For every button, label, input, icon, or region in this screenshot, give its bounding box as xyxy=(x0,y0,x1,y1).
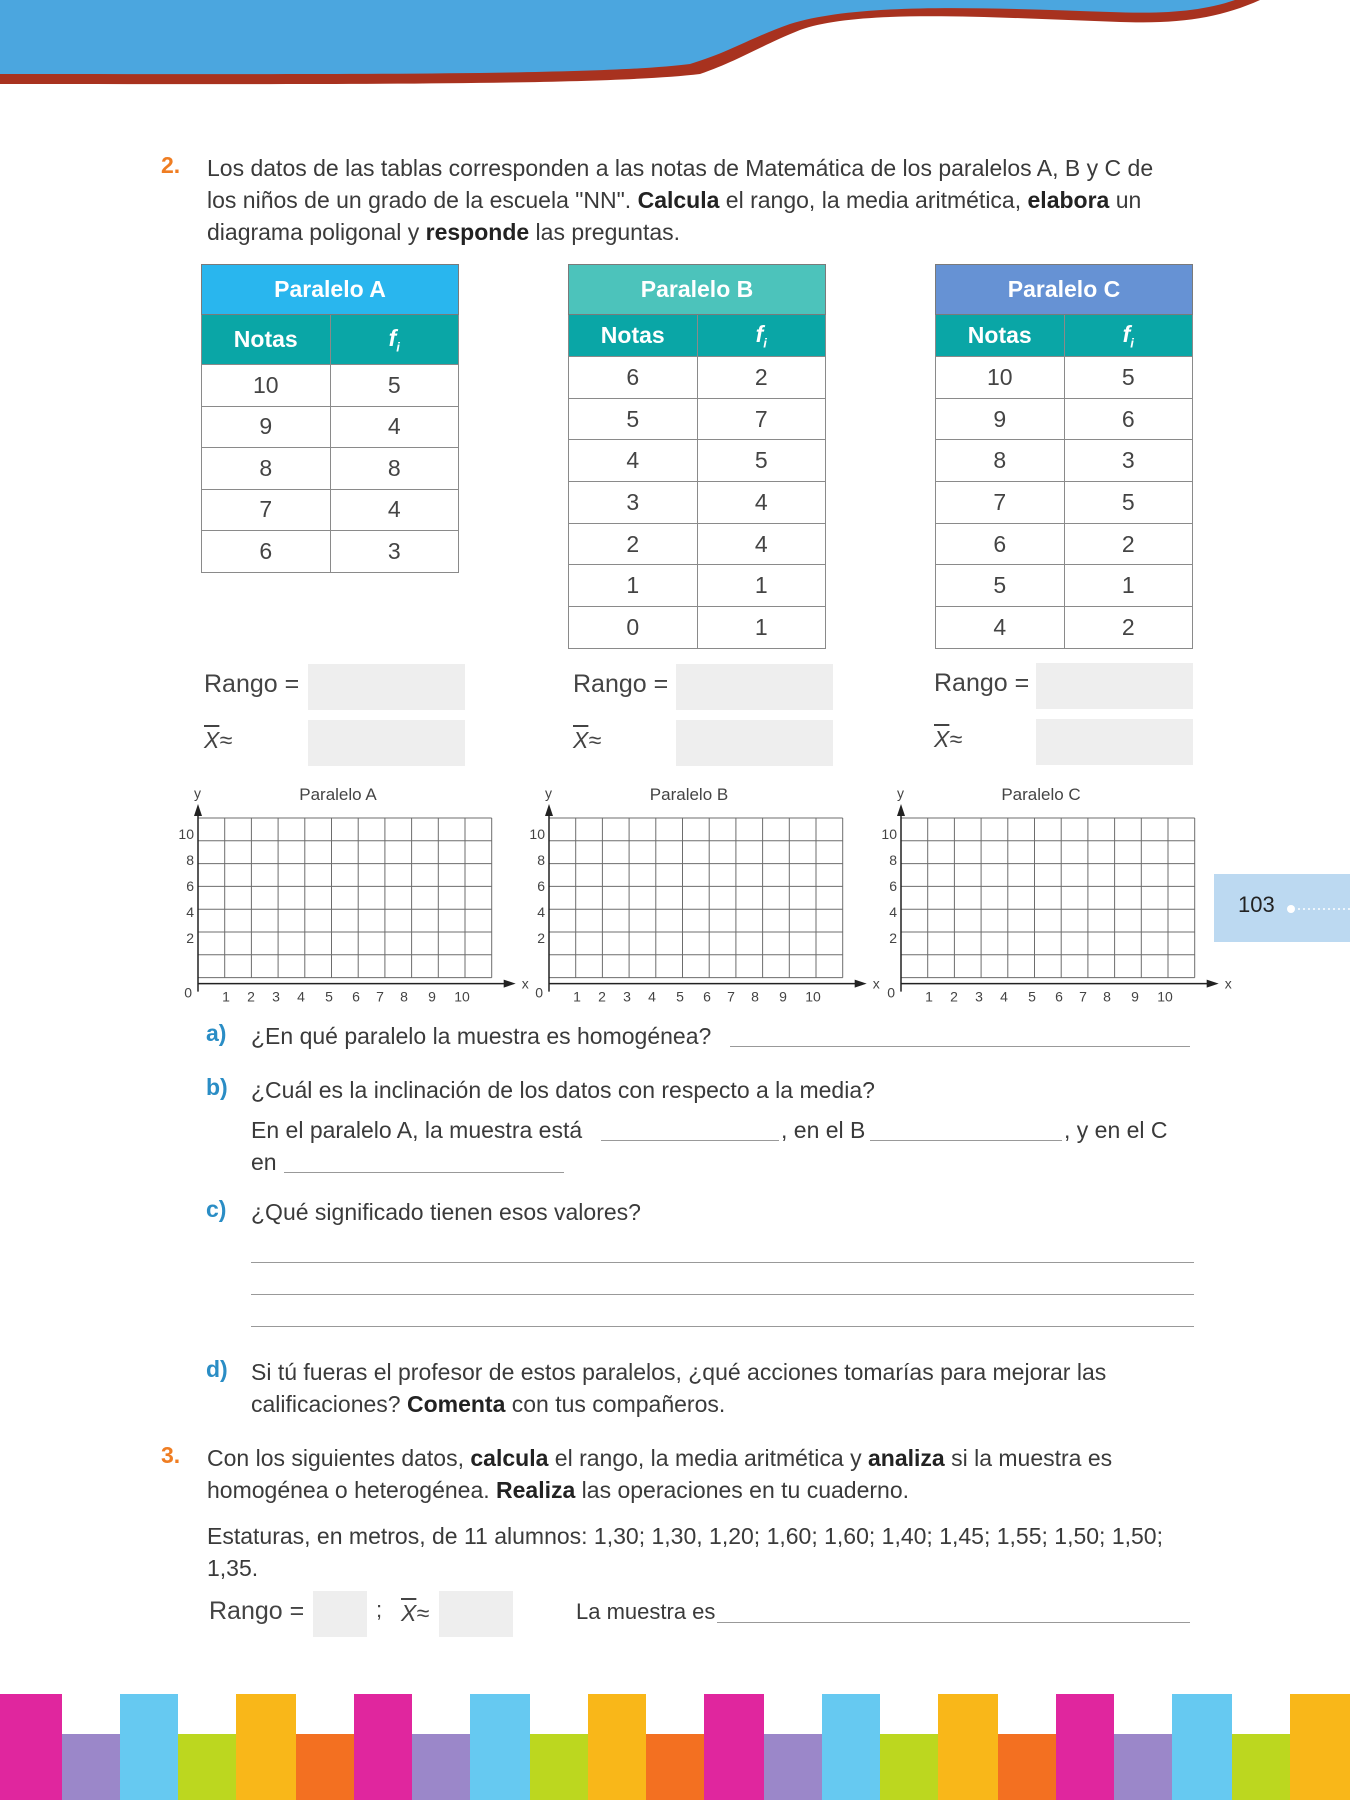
x-axis-label: x xyxy=(872,975,880,992)
table-row xyxy=(569,398,826,440)
x-tick-label: 4 xyxy=(1000,988,1008,1005)
separator: ; xyxy=(376,1597,383,1622)
table-title: Paralelo A xyxy=(202,265,459,315)
x-arrow-icon xyxy=(1207,980,1219,988)
question-b-letter: b) xyxy=(206,1074,228,1100)
x-tick-label: 5 xyxy=(676,988,684,1005)
frequency-cell: 2 xyxy=(697,357,826,399)
exercise-3-data: Estaturas, en metros, de 11 alumnos: 1,30; 1,30, 1,20; 1,60; 1,60; 1,40; 1,45; 1,55; 1,50; 1,50; 1,35. xyxy=(207,1523,1163,1581)
y-tick-label: 8 xyxy=(537,852,545,868)
x-tick-label: 7 xyxy=(727,988,735,1005)
frequency-cell: 5 xyxy=(1064,482,1193,524)
x-tick-label: 10 xyxy=(1157,988,1173,1005)
x-axis-label: x xyxy=(521,975,529,992)
table-row xyxy=(936,357,1193,399)
table-title: Paralelo C xyxy=(936,265,1193,315)
answer-line-c-1[interactable] xyxy=(251,1262,1194,1263)
x-tick-label: 8 xyxy=(400,988,408,1005)
frequency-cell: 4 xyxy=(330,406,459,448)
nota-cell: 9 xyxy=(202,406,331,448)
dotted-line-icon xyxy=(1286,904,1350,914)
x-tick-label: 9 xyxy=(428,988,436,1005)
nota-cell: 10 xyxy=(936,357,1065,399)
y-tick-label: 6 xyxy=(889,878,897,894)
exercise-3-text: Con los siguientes datos, calcula el rango, la media aritmética y analiza si la muestra es homogénea o heterogénea. Realiza las operaciones en tu cuaderno. xyxy=(207,1445,1113,1503)
x-tick-label: 1 xyxy=(925,988,933,1005)
exercise-2-number: 2. xyxy=(161,152,181,178)
x-tick-label: 2 xyxy=(247,988,255,1005)
x-tick-label: 5 xyxy=(1028,988,1036,1005)
y-tick-label: 8 xyxy=(186,852,194,868)
nota-cell: 8 xyxy=(936,440,1065,482)
answer-line-b-a[interactable] xyxy=(601,1140,779,1141)
answer-line-b-b[interactable] xyxy=(870,1140,1062,1141)
question-a-text: ¿En qué paralelo la muestra es homogénea? xyxy=(251,1023,712,1049)
table-row xyxy=(936,398,1193,440)
frequency-cell: 3 xyxy=(330,531,459,573)
table-row xyxy=(569,607,826,649)
frequency-cell: 5 xyxy=(1064,357,1193,399)
x-tick-label: 7 xyxy=(1079,988,1087,1005)
y-tick-label: 4 xyxy=(889,904,897,920)
mean-label-c: $\overline{X}\approx$ xyxy=(934,726,962,752)
x-tick-label: 2 xyxy=(598,988,606,1005)
frequency-cell: 2 xyxy=(1064,607,1193,649)
y-tick-label: 10 xyxy=(529,826,545,842)
nota-cell: 2 xyxy=(569,523,698,565)
table-row xyxy=(936,482,1193,524)
frequency-cell: 8 xyxy=(330,448,459,490)
question-a-letter: a) xyxy=(206,1020,227,1046)
table-row xyxy=(202,365,459,407)
y-tick-label: 6 xyxy=(186,878,194,894)
footer-stripes xyxy=(0,1694,1350,1800)
mean-box-3[interactable] xyxy=(439,1591,513,1637)
mean-box-c[interactable] xyxy=(1036,719,1193,765)
y-tick-label: 2 xyxy=(186,930,194,946)
nota-cell: 5 xyxy=(569,398,698,440)
nota-cell: 5 xyxy=(936,565,1065,607)
table-row xyxy=(936,565,1193,607)
answer-line-c-3[interactable] xyxy=(251,1326,1194,1327)
nota-cell: 6 xyxy=(202,531,331,573)
exercise-2-text: Los datos de las tablas corresponden a las notas de Matemática de los paralelos A, B y C de los niños de un grado de la escuela "NN". Calcula el rango, la media aritmética, elabora un diagrama poligonal y responde las preguntas. xyxy=(207,155,1154,245)
frequency-cell: 4 xyxy=(697,482,826,524)
rango-label-3: Rango = xyxy=(209,1597,305,1625)
y-tick-label: 10 xyxy=(178,826,194,842)
x-tick-label: 10 xyxy=(454,988,470,1005)
y-tick-label: 2 xyxy=(537,930,545,946)
question-d-letter: d) xyxy=(206,1356,228,1382)
question-b-line2b: , en el B xyxy=(781,1117,866,1143)
rango-box-c[interactable] xyxy=(1036,663,1193,709)
mean-box-a[interactable] xyxy=(308,720,465,766)
frequency-cell: 6 xyxy=(1064,398,1193,440)
x-tick-label: 4 xyxy=(297,988,305,1005)
y-arrow-icon xyxy=(897,804,905,816)
x-tick-label: 7 xyxy=(376,988,384,1005)
table-row xyxy=(202,531,459,573)
y-tick-label: 2 xyxy=(889,930,897,946)
page-number-tab xyxy=(1214,874,1350,942)
graph-title: Paralelo A xyxy=(299,785,377,804)
nota-cell: 9 xyxy=(936,398,1065,440)
frequency-cell: 7 xyxy=(697,398,826,440)
page-number: 103 xyxy=(1238,892,1275,917)
frequency-cell: 1 xyxy=(697,565,826,607)
question-d-text: Si tú fueras el profesor de estos paralelos, ¿qué acciones tomarías para mejorar las calificaciones? Comenta con tus compañeros. xyxy=(251,1359,1107,1417)
x-tick-label: 1 xyxy=(222,988,230,1005)
nota-cell: 7 xyxy=(936,482,1065,524)
x-tick-label: 3 xyxy=(272,988,280,1005)
nota-cell: 7 xyxy=(202,489,331,531)
nota-cell: 1 xyxy=(569,565,698,607)
frequency-cell: 3 xyxy=(1064,440,1193,482)
x-tick-label: 9 xyxy=(779,988,787,1005)
nota-cell: 4 xyxy=(569,440,698,482)
nota-cell: 6 xyxy=(936,523,1065,565)
col-fi-header: $f_i$ xyxy=(330,315,459,365)
mean-label-3: $\overline{X}\approx$ xyxy=(401,1600,429,1626)
y-tick-label: 4 xyxy=(537,904,545,920)
origin-label: 0 xyxy=(184,984,192,1001)
x-tick-label: 6 xyxy=(1055,988,1063,1005)
x-tick-label: 3 xyxy=(623,988,631,1005)
table-row xyxy=(569,565,826,607)
rango-box-3[interactable] xyxy=(313,1591,367,1637)
frequency-cell: 4 xyxy=(330,489,459,531)
x-tick-label: 9 xyxy=(1131,988,1139,1005)
y-tick-label: 10 xyxy=(881,826,897,842)
question-b-line3: en xyxy=(251,1149,277,1175)
question-b-line2a: En el paralelo A, la muestra está xyxy=(251,1117,583,1143)
mean-box-b[interactable] xyxy=(676,720,833,766)
answer-line-3[interactable] xyxy=(717,1622,1190,1623)
nota-cell: 0 xyxy=(569,607,698,649)
table-row xyxy=(936,523,1193,565)
x-tick-label: 2 xyxy=(950,988,958,1005)
question-b-line2c: , y en el C xyxy=(1064,1117,1168,1143)
y-tick-label: 6 xyxy=(537,878,545,894)
x-tick-label: 6 xyxy=(352,988,360,1005)
nota-cell: 3 xyxy=(569,482,698,524)
y-tick-label: 8 xyxy=(889,852,897,868)
table-row xyxy=(569,523,826,565)
table-row xyxy=(936,607,1193,649)
graph-title: Paralelo C xyxy=(1001,785,1081,804)
col-fi-header: $f_i$ xyxy=(697,315,826,357)
x-tick-label: 8 xyxy=(1103,988,1111,1005)
y-arrow-icon xyxy=(194,804,202,816)
frequency-cell: 5 xyxy=(697,440,826,482)
x-tick-label: 6 xyxy=(703,988,711,1005)
x-arrow-icon xyxy=(855,980,867,988)
y-axis-label: y xyxy=(545,785,552,801)
table-paralelo-b xyxy=(568,264,826,649)
rango-box-a[interactable] xyxy=(308,664,465,710)
table-row xyxy=(569,482,826,524)
x-tick-label: 10 xyxy=(805,988,821,1005)
answer-line-c-2[interactable] xyxy=(251,1294,1194,1295)
y-arrow-icon xyxy=(545,804,553,816)
nota-cell: 6 xyxy=(569,357,698,399)
empty-graph-grids xyxy=(0,770,1230,1010)
graph-title: Paralelo B xyxy=(649,785,729,804)
frequency-cell: 5 xyxy=(330,365,459,407)
table-title: Paralelo B xyxy=(569,265,826,315)
table-row xyxy=(202,448,459,490)
y-tick-label: 4 xyxy=(186,904,194,920)
frequency-cell: 1 xyxy=(697,607,826,649)
x-axis-label: x xyxy=(1224,975,1232,992)
frequency-cell: 1 xyxy=(1064,565,1193,607)
col-fi-header: $f_i$ xyxy=(1064,315,1193,357)
table-paralelo-a xyxy=(201,264,459,573)
nota-cell: 10 xyxy=(202,365,331,407)
rango-box-b[interactable] xyxy=(676,664,833,710)
x-tick-label: 8 xyxy=(751,988,759,1005)
exercise-3-number: 3. xyxy=(161,1442,181,1468)
answer-line-a[interactable] xyxy=(730,1046,1190,1047)
x-tick-label: 3 xyxy=(975,988,983,1005)
question-b-text: ¿Cuál es la inclinación de los datos con respecto a la media? xyxy=(251,1077,875,1103)
mean-label-b: $\overline{X}\approx$ xyxy=(573,727,601,753)
col-notas-header: Notas xyxy=(569,315,698,357)
rango-label-c: Rango = xyxy=(934,669,1030,697)
table-row xyxy=(202,489,459,531)
nota-cell: 4 xyxy=(936,607,1065,649)
x-tick-label: 5 xyxy=(325,988,333,1005)
col-notas-header: Notas xyxy=(202,315,331,365)
table-paralelo-c xyxy=(935,264,1193,649)
rango-label-b: Rango = xyxy=(573,670,669,698)
rango-label-a: Rango = xyxy=(204,670,300,698)
origin-label: 0 xyxy=(887,984,895,1001)
table-row xyxy=(569,357,826,399)
table-row xyxy=(936,440,1193,482)
question-c-letter: c) xyxy=(206,1196,227,1222)
x-tick-label: 1 xyxy=(573,988,581,1005)
answer-line-b-c[interactable] xyxy=(284,1172,564,1173)
table-row xyxy=(569,440,826,482)
frequency-cell: 4 xyxy=(697,523,826,565)
mean-label-a: $\overline{X}\approx$ xyxy=(204,727,232,753)
origin-label: 0 xyxy=(535,984,543,1001)
muestra-label: La muestra es xyxy=(576,1599,716,1624)
x-arrow-icon xyxy=(504,980,516,988)
nota-cell: 8 xyxy=(202,448,331,490)
y-axis-label: y xyxy=(194,785,201,801)
frequency-cell: 2 xyxy=(1064,523,1193,565)
question-c-text: ¿Qué significado tienen esos valores? xyxy=(251,1199,641,1225)
col-notas-header: Notas xyxy=(936,315,1065,357)
table-row xyxy=(202,406,459,448)
header-banner xyxy=(0,0,1350,100)
x-tick-label: 4 xyxy=(648,988,656,1005)
y-axis-label: y xyxy=(897,785,904,801)
